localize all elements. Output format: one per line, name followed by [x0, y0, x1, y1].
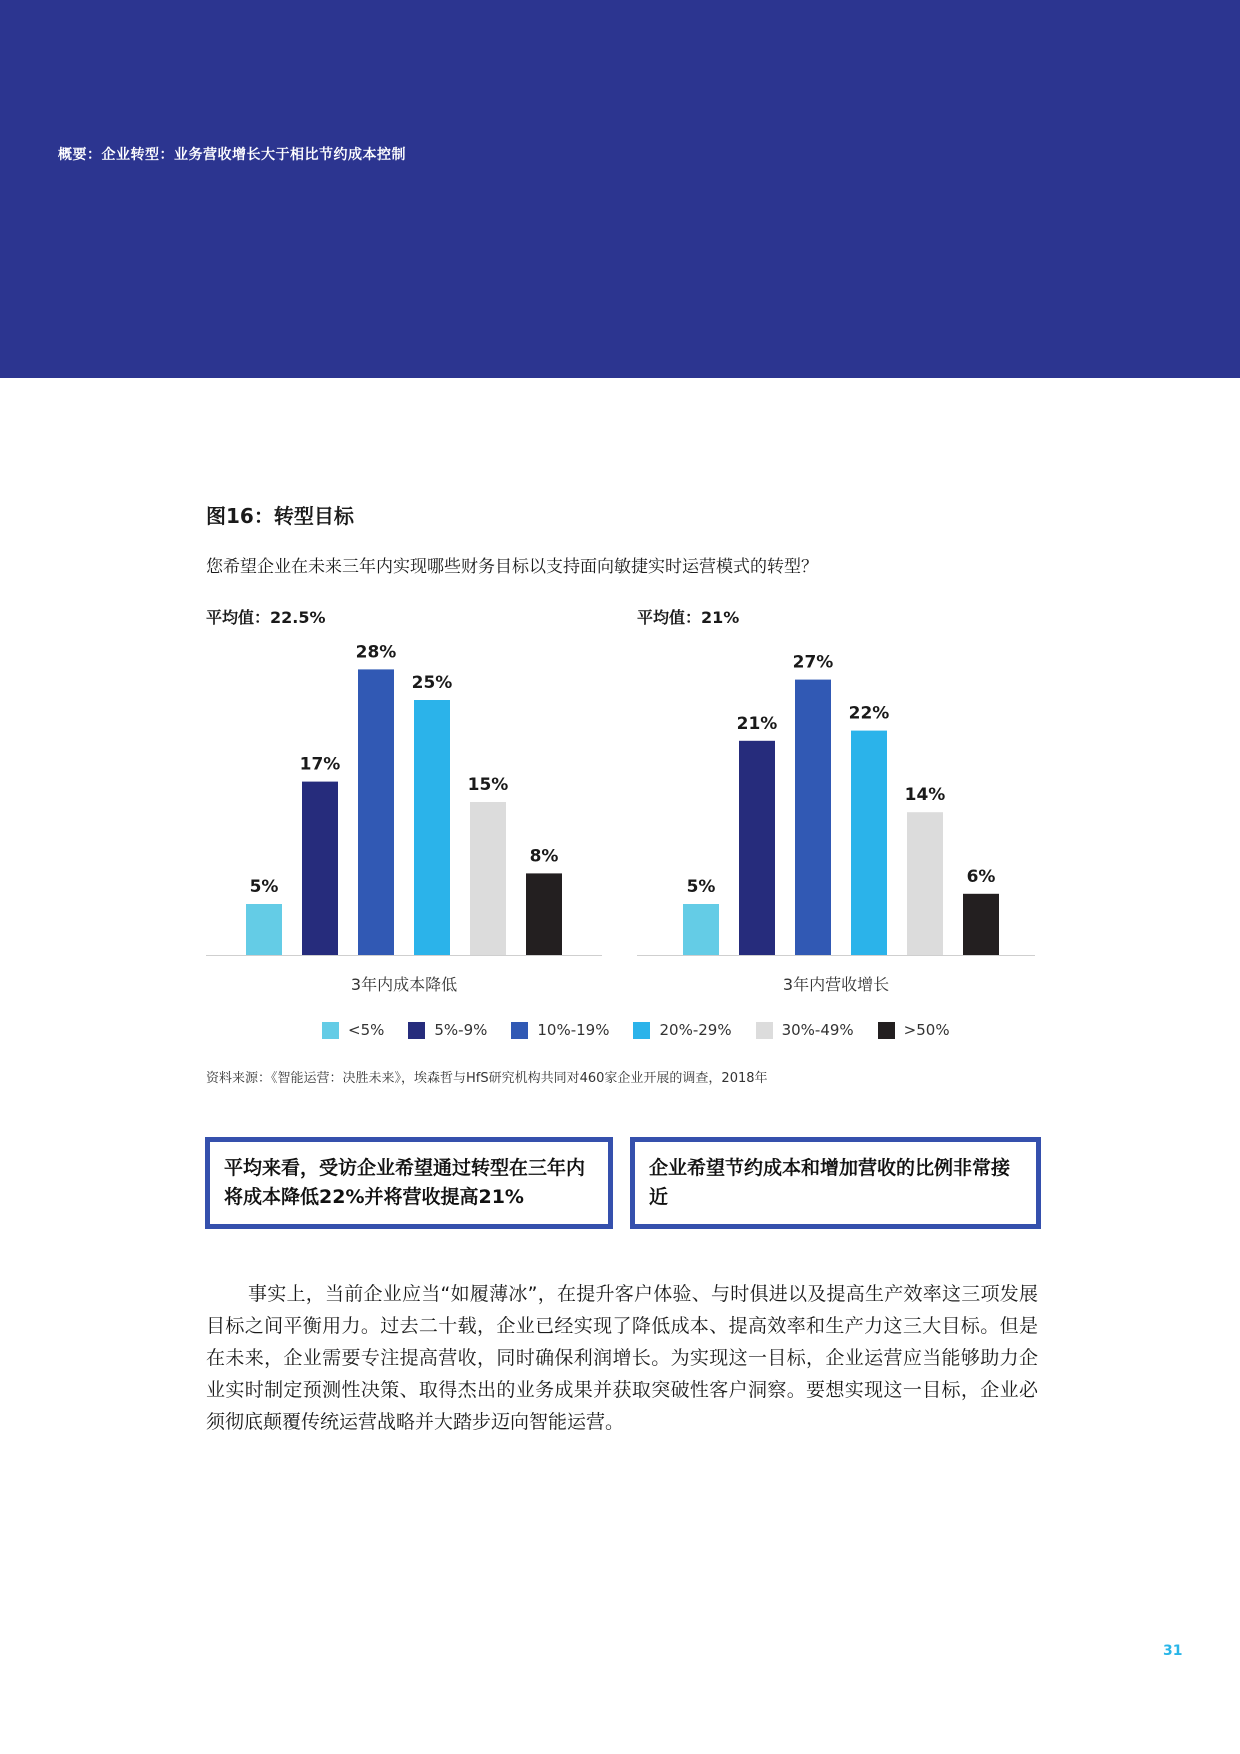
legend-label: 5%-9% [434, 1021, 488, 1039]
data-label: 25% [411, 673, 453, 693]
legend-swatch [756, 1022, 773, 1039]
chart-panel [206, 608, 602, 994]
bar [851, 731, 887, 955]
bar [526, 873, 562, 955]
data-label: 22% [848, 703, 890, 724]
chart-panel [637, 608, 1035, 994]
legend-label: 30%-49% [781, 1021, 854, 1039]
data-label: 5% [249, 877, 279, 897]
average-label: 平均值：22.5% [206, 608, 326, 627]
x-axis-label: 3年内成本降低 [350, 975, 458, 994]
data-label: 5% [686, 877, 716, 897]
bar [414, 700, 450, 955]
legend-item [633, 1021, 731, 1039]
body-paragraph: 事实上，当前企业应当“如履薄冰”，在提升客户体验、与时俱进以及提高生产效率这三项发展目标之间平衡用力。过去二十载，企业已经实现了降低成本、提高效率和生产力这三大目标。但是在未来，企业需要专注提高营收，同时确保利润增长。为实现这一目标，企业运营应当能够助力企业实时制定预测性决策、取得杰出的业务成果并获取突破性客户洞察。要想实现这一目标，企业必须彻底颠覆传统运营战略并大踏步迈向智能运营。 [206, 1283, 1038, 1433]
figure-question: 您希望企业在未来三年内实现哪些财务目标以支持面向敏捷实时运营模式的转型？ [206, 557, 818, 577]
legend-swatch [878, 1022, 895, 1039]
legend-item [511, 1021, 609, 1039]
data-label: 14% [904, 785, 946, 806]
bar [963, 894, 999, 955]
legend-item [408, 1021, 487, 1039]
legend-swatch [322, 1022, 339, 1039]
bar [739, 741, 775, 955]
data-label: 8% [529, 846, 559, 867]
callout-cost-revenue: 平均来看，受访企业希望通过转型在三年内将成本降低22%并将营收提高21% [205, 1137, 613, 1229]
average-label: 平均值：21% [637, 608, 740, 627]
bar [795, 680, 831, 955]
data-label: 15% [467, 775, 509, 795]
breadcrumb: 概要：企业转型：业务营收增长大于相比节约成本控制 [58, 147, 406, 163]
legend-swatch [633, 1022, 650, 1039]
data-label: 21% [736, 713, 778, 734]
chart-legend [322, 1021, 974, 1039]
legend-item [878, 1021, 950, 1039]
bar [246, 904, 282, 955]
legend-label: <5% [348, 1021, 385, 1039]
legend-swatch [408, 1022, 425, 1039]
legend-label: 20%-29% [659, 1021, 732, 1039]
bar [683, 904, 719, 955]
data-label: 6% [966, 866, 996, 887]
callout-ratio: 企业希望节约成本和增加营收的比例非常接近 [630, 1137, 1041, 1229]
figure-title: 图16：转型目标 [206, 504, 354, 528]
bar [907, 812, 943, 955]
source-note: 资料来源：《智能运营：决胜未来》，埃森哲与HfS研究机构共同对460家企业开展的调查，2018年 [206, 1071, 768, 1086]
data-label: 17% [299, 754, 341, 775]
page-number: 31 [1163, 1643, 1183, 1659]
bar [470, 802, 506, 955]
legend-item [322, 1021, 384, 1039]
x-axis-label: 3年内营收增长 [782, 975, 890, 994]
bar [302, 782, 338, 955]
bar [358, 669, 394, 955]
data-label: 27% [792, 652, 834, 673]
legend-item [756, 1021, 854, 1039]
legend-label: >50% [903, 1021, 950, 1039]
data-label: 28% [355, 642, 397, 663]
legend-label: 10%-19% [537, 1021, 610, 1039]
legend-swatch [511, 1022, 528, 1039]
